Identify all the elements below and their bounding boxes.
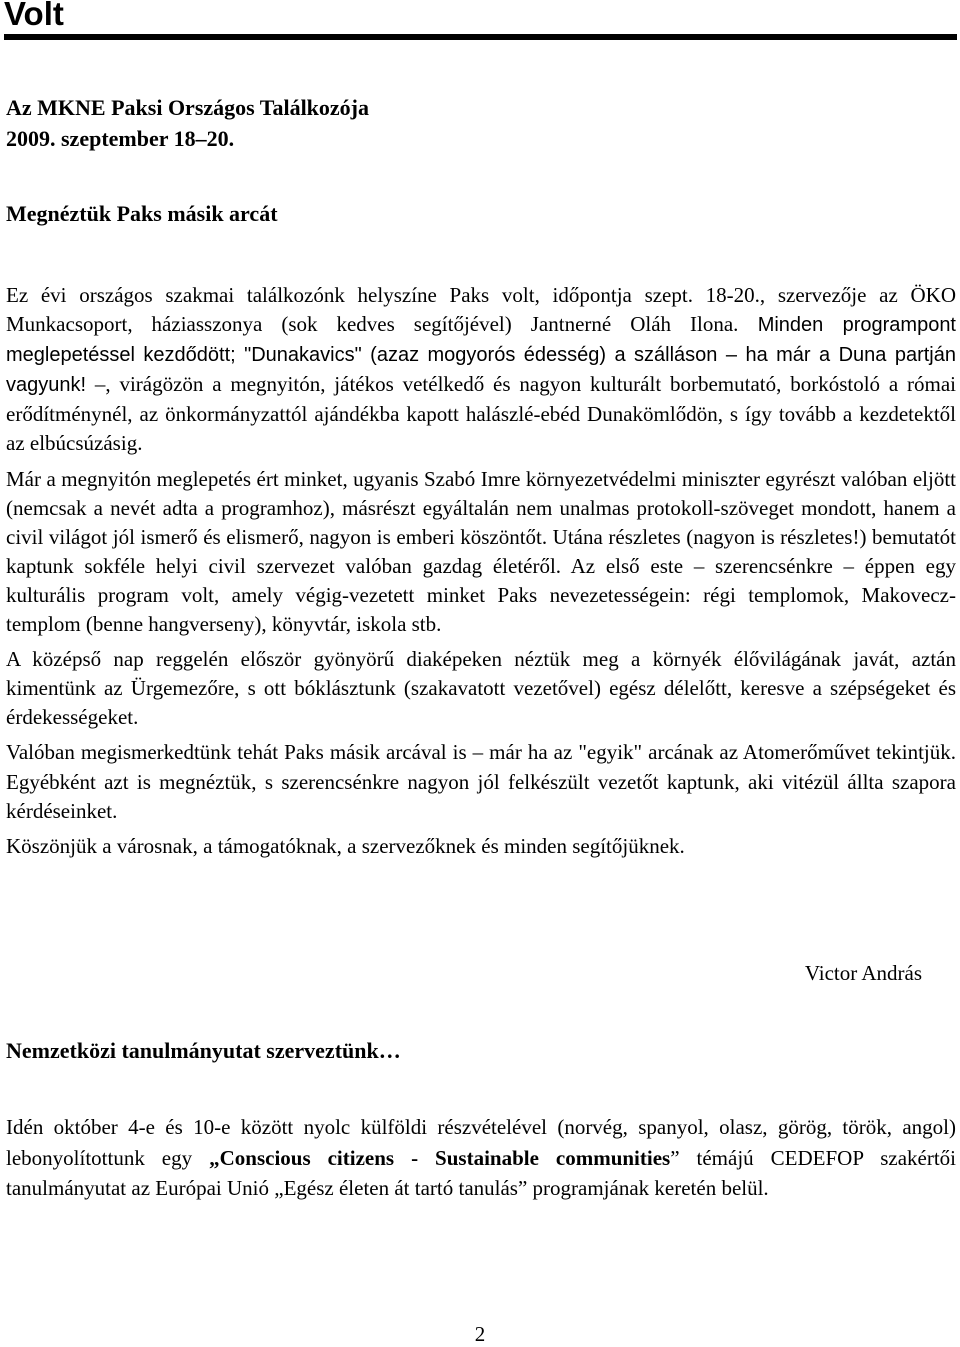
meeting-title-line1: Az MKNE Paksi Országos Találkozója bbox=[6, 95, 370, 120]
article1-paragraph-1 bbox=[6, 281, 956, 459]
author-signature: Victor András bbox=[804, 961, 922, 985]
article2-paragraph-1-part1: Idén október 4-e és 10-e között nyolc külföldi részvételével (norvég, spanyol, olasz, görög, török, angol) lebonyolítottunk egy bbox=[6, 1115, 956, 1170]
page-number: 2 bbox=[474, 1322, 486, 1346]
article1-body bbox=[6, 281, 956, 861]
article2-paragraph-1-part2: ” témájú CEDEFOP szakértői tanulmányutat az Európai Unió „Egész életen át tartó tanulás” programjának keretén belül. bbox=[6, 1145, 956, 1200]
article2-body bbox=[6, 1112, 956, 1204]
section-title: Volt bbox=[4, 0, 64, 32]
article1-paragraph-2: Már a megnyitón meglepetés ért minket, ugyanis Szabó Imre környezetvédelmi miniszter egyrészt valóban eljött (nemcsak a nevét adta a programhoz), másrészt egyáltalán nem unalmas protokoll-szöveget mondott, hanem a civil világot jól ismerő és elismerő, nagyon is emberi köszöntőt. Utána részletes (nagyon is részletes!) bemutatót kaptunk sokféle helyi civil szervezet valóban gazdag életéről. Az első este – szerencsénkre – éppen egy kulturális program volt, amely végig-vezetett minket Paks nevezetességein: régi templomok, Makovecz-templom (benne hangverseny), könyvtár, iskola stb. bbox=[6, 466, 956, 637]
article-subtitle: Megnéztük Paks másik arcát bbox=[6, 201, 278, 226]
article2-project-title: „Conscious citizens - Sustainable communities bbox=[209, 1145, 671, 1170]
article1-paragraph-5: Köszönjük a városnak, a támogatóknak, a szervezőknek és minden segítőjüknek. bbox=[6, 833, 685, 858]
article2-paragraph-1 bbox=[6, 1112, 956, 1204]
article1-paragraph-1-part1: Ez évi országos szakmai találkozónk helyszíne Paks volt, időpontja szept. 18-20., szervezője az ÖKO Munkacsoport, háziasszonya (sok kedves segítőjével) Jantnerné Oláh Ilona. bbox=[6, 283, 956, 337]
article1-paragraph-4: Valóban megismerkedtünk tehát Paks másik arcával is – már ha az "egyik" arcának az Atomerőművet tekintjük. Egyébként azt is megnéztük, s szerencsénkre nagyon jól felkészült vezetőt kaptunk, aki vitézül állta szapora kérdéseinket. bbox=[6, 740, 956, 823]
section-header bbox=[0, 0, 960, 40]
article1-paragraph-3: A középső nap reggelén először gyönyörű diaképeken néztük meg a környék élővilágának javát, aztán kimentünk az Ürgemezőre, s ott bóklásztunk (szakavatott vezetővel) egész délelőtt, keresve a szépségeket és érdekességeket. bbox=[6, 647, 956, 730]
header-rule bbox=[4, 34, 957, 40]
article1-paragraph-1-part2: Minden programpont meglepetéssel kezdődött; "Dunakavics" (azaz mogyorós édesség) a szálláson – ha már a Duna partján vagyunk! bbox=[6, 314, 956, 397]
article2-title: Nemzetközi tanulmányutat szerveztünk… bbox=[6, 1038, 401, 1063]
article1-paragraph-1-part3: –, virágözön a megnyitón, játékos vetélkedő és nagyon kulturált borbemutató, borkóstoló a római erődítménynél, az önkormányzattól ajándékba kapott halászlé-ebéd Dunakömlődön, s így tovább a kezdetektől az elbúcsúzásig. bbox=[6, 372, 956, 456]
meeting-date: 2009. szeptember 18–20. bbox=[6, 126, 235, 151]
meeting-title bbox=[6, 92, 956, 154]
